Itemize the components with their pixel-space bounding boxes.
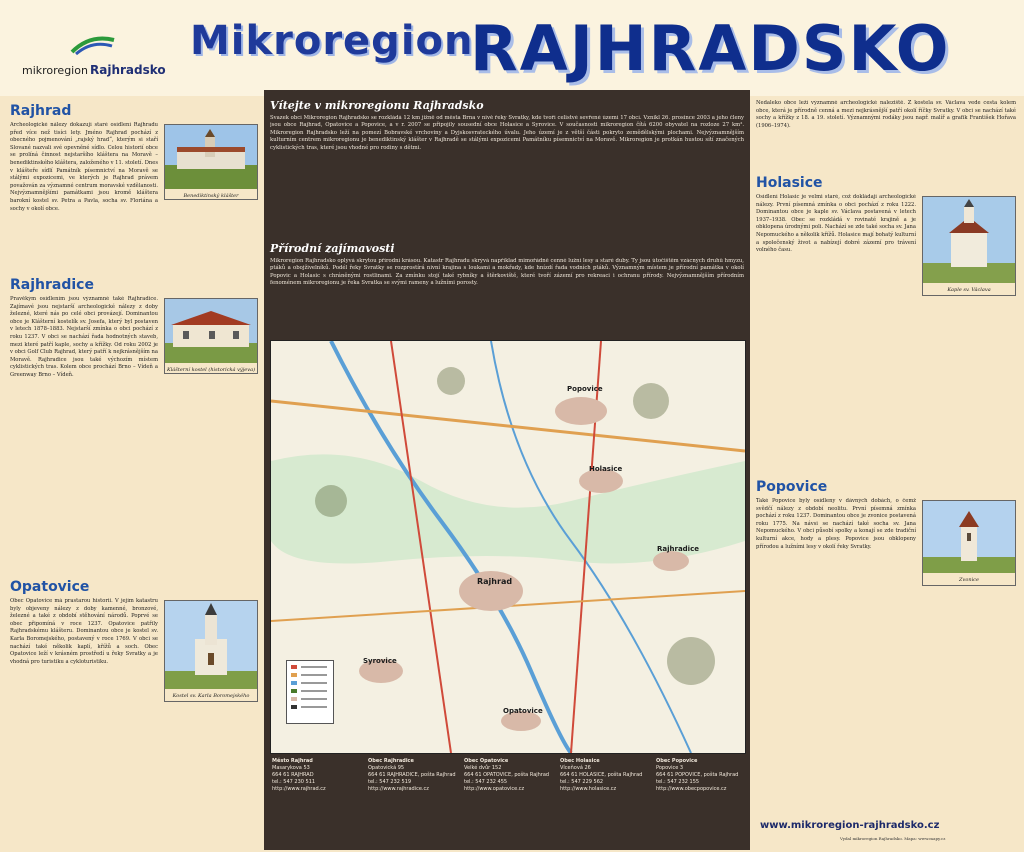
contact-web-link[interactable]: http://www.obecpopovice.cz — [656, 786, 727, 792]
map-label-syrovice: Syrovice — [363, 657, 397, 665]
contacts-bar — [268, 758, 748, 828]
contact-address: Masarykova 53 — [272, 765, 310, 771]
contact-web-link[interactable]: http://www.opatovice.cz — [464, 786, 525, 792]
region-map[interactable] — [270, 340, 746, 754]
left-column — [10, 100, 258, 845]
contact-address: Velké dvůr 152 — [464, 765, 502, 771]
contact-phone: tel.: 547 232 519 — [368, 779, 412, 785]
heading-rajhradice: Rajhradice — [10, 277, 94, 293]
right-column — [756, 100, 1016, 845]
text-right-intro: Nedaleko obce leží významné archeologické naleziště. Z kostela sv. Václava vede cesta kolem obce, která je přírodně cenná a mezi nejkrásnější patří okolí říčky Svratky. V obci se nachází také sochy a křížky z 18. a 19. století. Významnými rodáky jsou např. malíř a grafik František Hořava (1906–1974). — [756, 100, 1016, 129]
contact-phone: tel.: 547 232 155 — [656, 779, 700, 785]
heading-opatovice: Opatovice — [10, 579, 90, 595]
text-welcome: Svazek obcí Mikroregion Rajhradsko se rozkládá 12 km jižně od města Brna v nivě řeky Svratky, kde tvoří celistvé sevřené území 17 obcí. Vznikl 26. prosince 2003 a jeho členy jsou obce Rajhrad, Opatovice a Popovice, a v r. 2007 se připojily sousední obce Holasice a Syrovice. V současnosti mikroregion čítá 6200 obyvatel na rozloze 27 km². Mikroregion Rajhradsko leží na pomezí Bobravské vrchoviny a Dyjskosvrateckého úvalu. Jeho území je z větší části pokryto zemědělskými plochami. Nejvýznamnějším kulturním centrem mikroregionu je benediktinský klášter v Rajhradě se stálými expozicemi Památníku písemnictví na Moravě. Mikroregion je protkán hustou sítí značených cyklistických tras, které jsou vhodné pro rodiny s dětmi. — [270, 115, 744, 151]
contact-name: Obec Rajhradice — [368, 758, 414, 764]
text-holasice: Osídlení Holasic je velmi staré, což dokládají archeologické nálezy. První písemná zmínka o obci pochází z roku 1222. Dominantou obce je kaple sv. Václava postavená v letech 1937–1938. Obec se rozkládá v rovinaté krajině a je obklopena úrodnými poli. Nachází se zde také socha sv. Jana Nepomuckého a několik křížů. Holasice mají bohatý kulturní a společenský život a nabízejí dobré zázemí pro trávení volného času. — [756, 194, 916, 254]
contact-web-link[interactable]: http://www.rajhradice.cz — [368, 786, 429, 792]
map-label-opatovice: Opatovice — [503, 707, 543, 715]
map-label-rajhradice: Rajhradice — [657, 545, 699, 553]
bell-tower-photo-icon — [923, 501, 1015, 573]
photo-popovice — [922, 500, 1016, 586]
credits: Vydal mikroregion Rajhradsko. Mapa: www.mapy.cz — [840, 836, 946, 841]
contact-city: 664 61 RAJHRAD — [272, 772, 314, 778]
contact-address: Opatovická 95 — [368, 765, 405, 771]
logo-swoosh-icon — [70, 34, 116, 56]
map-label-popovice: Popovice — [567, 385, 603, 393]
contact-web-link[interactable]: http://www.holasice.cz — [560, 786, 617, 792]
contact-popovice — [656, 758, 748, 793]
photo-rajhradice — [164, 298, 258, 374]
map-label-rajhrad: Rajhrad — [477, 577, 513, 586]
contact-opatovice — [464, 758, 556, 793]
contact-name: Obec Popovice — [656, 758, 698, 764]
center-text — [270, 96, 744, 350]
text-opatovice: Obec Opatovice má prastarou historii. V jejím katastru byly objeveny nálezy z doby kamenné, bronzové, železné a také z období stěhování národů. Poprvé se obec připomíná v roce 1237. Opatovice patřily Rajhradskému klášteru. Dominantou obce je kostel sv. Karla Boromejského, postavený v roce 1769. V obci se nachází také několik kaplí, křížů a soch. Obec Opatovice leží v krásném prostředí u řeky Svratky a je vhodná pro turistiku a cykloturistiku. — [10, 598, 158, 665]
contact-name: Obec Opatovice — [464, 758, 509, 764]
contact-phone: tel.: 547 232 455 — [464, 779, 508, 785]
contact-name: Obec Holasice — [560, 758, 600, 764]
heading-welcome: Vítejte v mikroregionu Rajhradsko — [270, 99, 484, 112]
caption-popovice: Zvonice — [959, 576, 979, 583]
church-photo-icon — [165, 601, 257, 689]
legend-icon — [287, 661, 333, 723]
heading-nature: Přírodní zajímavosti — [270, 242, 395, 255]
text-nature: Mikroregion Rajhradsko oplývá skrytou přírodní krásou. Katastr Rajhradu skrývá například mimořádně cenné lužní lesy a staré duby. Ty jsou útočištěm vzácných druhů hmyzu, ptáků a obojživelníků. Podél řeky Svratky se rozprostírá nivní krajina s loukami a mokřady, kde hnízdí řada vodních ptáků. Významným místem je přírodní památka v okolí Popovic a Holasic s chráněnými rostlinami. Za zmínku stojí také rybníky a štěrkoviště, které tvoří zázemí pro rekreaci i ochranu přírody. Nejvýznamnějším přírodním fenoménem mikroregionu je řeka Svratka se svými rameny a lužními porosty. — [270, 258, 744, 287]
text-popovice: Také Popovice byly osídleny v dávných dobách, o čemž svědčí nálezy z období neolitu. První písemná zmínka pochází z roku 1237. Dominantou obce je zvonice postavená roku 1775. Na návsi se nachází také socha sv. Jana Nepomuckého. V obci působí spolky a konají se zde tradiční kulturní akce, hody a plesy. Popovice jsou obklopeny přírodou a lužními lesy v okolí řeky Svratky. — [756, 498, 916, 550]
building-photo-icon — [165, 125, 257, 189]
logo-text-mikroregion: mikroregion — [22, 64, 88, 77]
caption-rajhradice: Klášterní kostel (historická výjeva) — [166, 366, 256, 373]
text-rajhrad: Archeologické nálezy dokazují staré osídlení Rajhradu před více než tisíci lety. Jméno Rajhrad pochází z obecného pojmenování „rajský hrad“, kterým si staří Slované nazvali své opevněné sídlo. Celou historií obce se prolíná činnost nejstaršího kláštera na Moravě – benediktinského kláštera, založeného v 11. století. Dnes v klášteře sídlí Památník písemnictví na Moravě se stálými expozicemi, ve kterých je Rajhrad právem považován za významné centrum moravské vzdělanosti. Nejvýznamnějšími památkami jsou kromě kláštera barokní kostel sv. Petra a Pavla, socha sv. Floriána a sochy v okolí obce. — [10, 122, 158, 212]
caption-opatovice: Kostel sv. Karla Boromejského — [172, 692, 250, 699]
header — [0, 0, 1024, 96]
website-link[interactable]: www.mikroregion-rajhradsko.cz — [760, 820, 940, 831]
map-label-holasice: Holasice — [589, 465, 623, 473]
contact-rajhrad — [272, 758, 364, 793]
contact-rajhradice — [368, 758, 460, 793]
photo-klaster — [164, 124, 258, 200]
mikroregion-logo — [8, 34, 166, 90]
contact-city: 664 61 POPOVICE, pošta Rajhrad — [656, 772, 739, 778]
contact-city: 664 61 OPATOVICE, pošta Rajhrad — [464, 772, 550, 778]
caption-holasice: Kaple sv. Václava — [947, 286, 991, 293]
chapel-photo-icon — [923, 197, 1015, 283]
heading-holasice: Holasice — [756, 175, 823, 191]
photo-holasice — [922, 196, 1016, 296]
heading-rajhrad: Rajhrad — [10, 103, 72, 119]
contact-city: 664 61 HOLASICE, pošta Rajhrad — [560, 772, 643, 778]
contact-city: 664 61 RAJHRADICE, pošta Rajhrad — [368, 772, 456, 778]
text-rajhradice: Pravěkým osídlením jsou významné také Rajhradice. Zajímavé jsou nejstarší archeologické nálezy z doby železné, které nás po celé obci provázejí. Dominantou obce je Klášterní kostelík sv. Josefa, který byl postaven v letech 1878–1883. Nejstarší zmínka o obci pochází z roku 1237. V obci se nachází řada hodnotných staveb, mezi které patří kaple, sochy a křížky. Od roku 2002 je v obci Golf Club Rajhrad, který patří k nejkrásnějším na Moravě. Rajhradice jsou také výchozím místem cyklistických tras. Kolem obce prochází Brno – Vídeň a Greenway Brno – Vídeň. — [10, 296, 158, 378]
logo-text-rajhradsko: Rajhradsko — [90, 63, 166, 77]
contact-web-link[interactable]: http://www.rajhrad.cz — [272, 786, 326, 792]
contact-phone: tel.: 547 229 562 — [560, 779, 604, 785]
heading-popovice: Popovice — [756, 479, 828, 495]
contact-address: Víceňová 26 — [560, 765, 591, 771]
contact-address: Popovice 3 — [656, 765, 684, 771]
caption-klaster: Benediktinský klášter — [183, 192, 239, 199]
contact-phone: tel.: 547 230 511 — [272, 779, 316, 785]
building-photo-icon — [165, 299, 257, 363]
map-legend — [286, 660, 334, 724]
title-rajhradsko: RAJHRADSKO — [470, 12, 951, 85]
title-mikroregion: Mikroregion — [190, 18, 474, 64]
contact-name: Město Rajhrad — [272, 758, 313, 764]
contact-holasice — [560, 758, 652, 793]
photo-opatovice — [164, 600, 258, 702]
